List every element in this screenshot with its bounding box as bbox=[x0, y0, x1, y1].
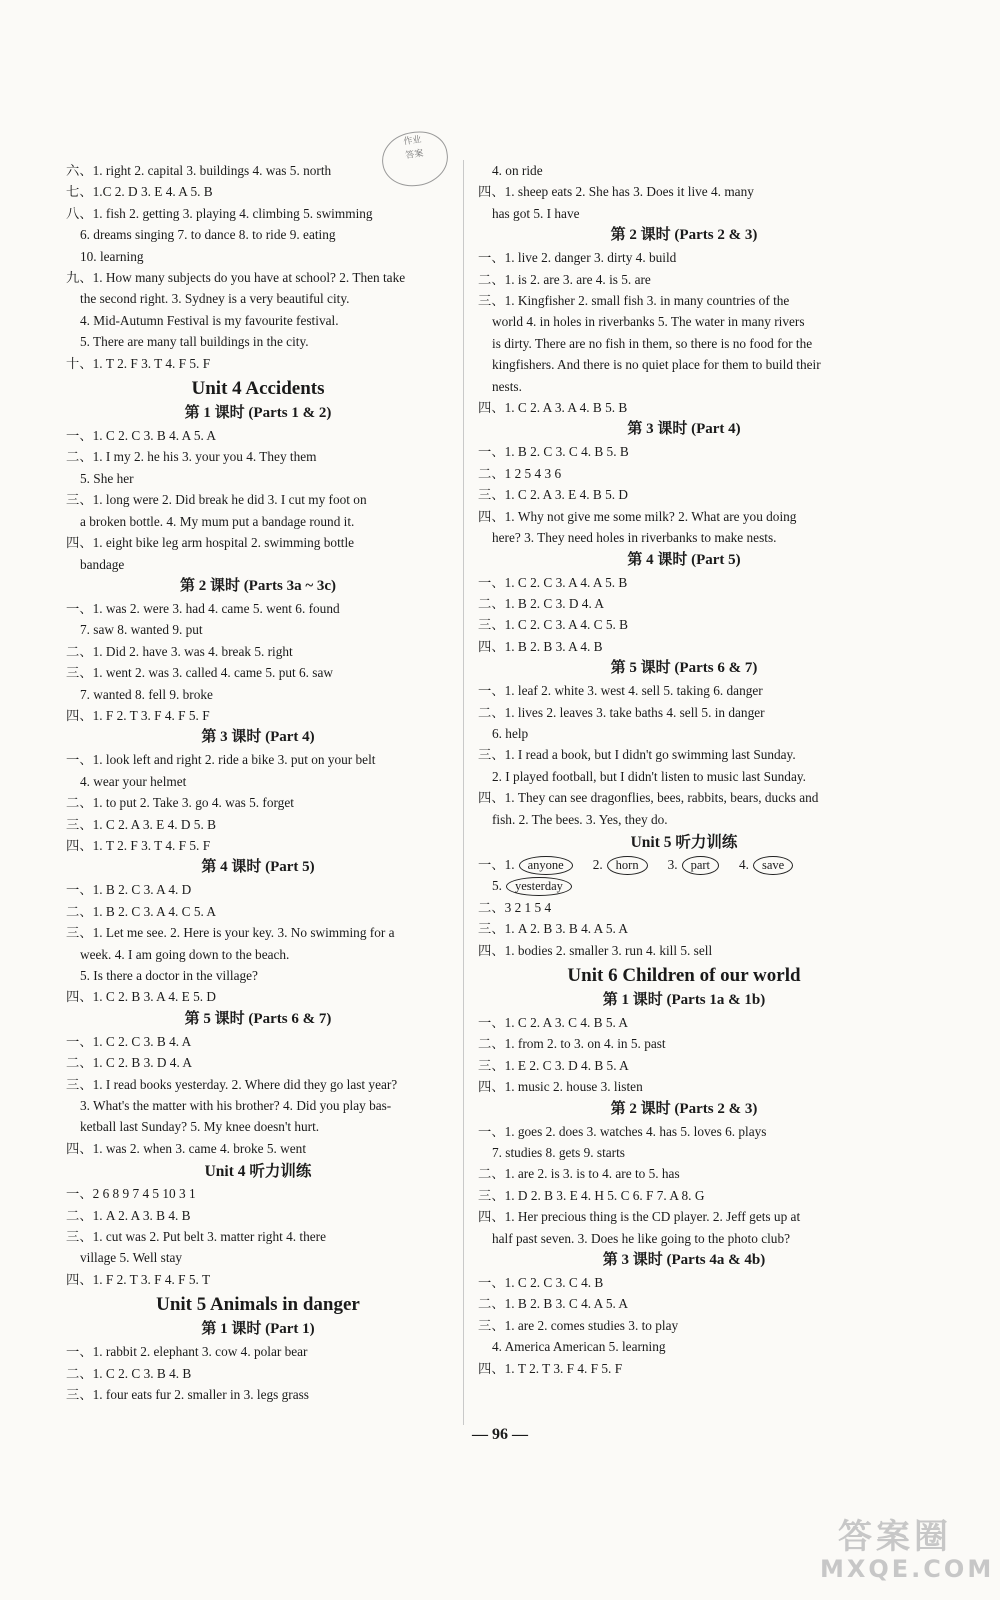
column-divider bbox=[463, 160, 464, 1425]
answer-line: 三、1. I read books yesterday. 2. Where did they go last year? bbox=[66, 1076, 398, 1092]
answer-line: 一、1. C 2. C 3. B 4. A bbox=[66, 1033, 192, 1049]
lesson-heading: 第 1 课时 (Parts 1 & 2) bbox=[184, 405, 332, 422]
answer-line: 二、1. B 2. C 3. D 4. A bbox=[478, 595, 604, 611]
answer-line: 二、3 2 1 5 4 bbox=[478, 899, 552, 915]
answer-line: 四、1. C 2. A 3. A 4. B 5. B bbox=[478, 400, 628, 416]
lesson-heading: 第 1 课时 (Part 1) bbox=[201, 1321, 315, 1338]
answer-number: 3. bbox=[667, 856, 678, 872]
circled-answer-row bbox=[478, 875, 890, 896]
answer-prefix: 一、1. bbox=[478, 856, 515, 872]
answer-number: 4. bbox=[739, 856, 749, 872]
stamp-line-1: 作业 bbox=[402, 133, 422, 147]
answer-line: 一、1. B 2. C 3. C 4. B 5. B bbox=[478, 444, 629, 460]
unit-heading: Unit 5 听力训练 bbox=[630, 833, 738, 851]
answer-line: 二、1. B 2. C 3. A 4. C 5. A bbox=[66, 903, 216, 919]
unit-heading: Unit 4 听力训练 bbox=[204, 1163, 312, 1181]
answer-line: 三、1. cut was 2. Put belt 3. matter right 4. there bbox=[66, 1229, 326, 1245]
answer-line: 四、1. sheep eats 2. She has 3. Does it live 4. many bbox=[478, 184, 754, 200]
answer-line-continued: 7. wanted 8. fell 9. broke bbox=[80, 686, 213, 702]
answer-line-continued: 4. Mid-Autumn Festival is my favourite festival. bbox=[80, 312, 339, 328]
answer-line: 四、1. C 2. B 3. A 4. E 5. D bbox=[66, 989, 216, 1005]
answer-line: 三、1. C 2. A 3. E 4. D 5. B bbox=[66, 816, 216, 832]
answer-line: 一、1. rabbit 2. elephant 3. cow 4. polar bear bbox=[66, 1344, 308, 1360]
lesson-heading: 第 3 课时 (Part 4) bbox=[627, 421, 741, 438]
answer-line: 二、1 2 5 4 3 6 bbox=[478, 465, 562, 481]
answer-line: 二、1. is 2. are 3. are 4. is 5. are bbox=[478, 271, 651, 287]
answer-line: 二、1. from 2. to 3. on 4. in 5. past bbox=[478, 1036, 666, 1052]
answer-line-continued: 7. saw 8. wanted 9. put bbox=[80, 622, 203, 638]
answer-line: 二、1. Did 2. have 3. was 4. break 5. right bbox=[66, 643, 293, 659]
answer-line: 二、1. A 2. A 3. B 4. B bbox=[66, 1207, 191, 1223]
answer-line-continued: the second right. 3. Sydney is a very beautiful city. bbox=[80, 291, 350, 307]
answer-line: 一、2 6 8 9 7 4 5 10 3 1 bbox=[66, 1186, 196, 1202]
answer-line: 四、1. T 2. F 3. T 4. F 5. F bbox=[66, 837, 211, 853]
answer-line: 八、1. fish 2. getting 3. playing 4. climbing 5. swimming bbox=[66, 205, 373, 221]
answer-line-continued: is dirty. There are no fish in them, so there is no food for the bbox=[492, 335, 813, 351]
stamp-line-2: 答案 bbox=[404, 147, 424, 161]
answer-line: 二、1. C 2. B 3. D 4. A bbox=[66, 1055, 192, 1071]
watermark-logo bbox=[820, 1517, 995, 1583]
answer-line-continued: 2. I played football, but I didn't listen to music last Sunday. bbox=[492, 768, 806, 784]
watermark-top: 答案圈 bbox=[838, 1517, 952, 1557]
answer-line: 四、1. music 2. house 3. listen bbox=[478, 1079, 643, 1095]
answer-line: 三、1. long were 2. Did break he did 3. I cut my foot on bbox=[66, 492, 367, 508]
answer-line: 四、1. Her precious thing is the CD player. 2. Jeff gets up at bbox=[478, 1209, 801, 1225]
answer-line-continued: here? 3. They need holes in riverbanks to make nests. bbox=[492, 530, 777, 546]
answer-line: 四、1. was 2. when 3. came 4. broke 5. went bbox=[66, 1140, 307, 1156]
answer-line: 二、1. to put 2. Take 3. go 4. was 5. forget bbox=[66, 795, 294, 811]
answer-line-continued: 4. on ride bbox=[492, 163, 543, 178]
circled-answer-row bbox=[478, 854, 890, 875]
answer-line-continued: kingfishers. And there is no quiet place for them to build their bbox=[492, 357, 821, 373]
answer-line-continued: nests. bbox=[492, 378, 522, 394]
answer-line: 一、1. leaf 2. white 3. west 4. sell 5. taking 6. danger bbox=[478, 683, 763, 699]
answer-line-continued: has got 5. I have bbox=[492, 205, 580, 221]
answer-line: 四、1. bodies 2. smaller 3. run 4. kill 5. sell bbox=[478, 942, 713, 958]
unit-heading: Unit 4 Accidents bbox=[191, 378, 325, 400]
circled-word: horn bbox=[607, 856, 648, 875]
answer-line-continued: world 4. in holes in riverbanks 5. The water in many rivers bbox=[492, 314, 805, 330]
answer-line: 六、1. right 2. capital 3. buildings 4. was 5. north bbox=[66, 163, 332, 178]
answer-line: 三、1. Let me see. 2. Here is your key. 3. No swimming for a bbox=[66, 925, 395, 941]
answer-line: 四、1. They can see dragonflies, bees, rabbits, bears, ducks and bbox=[478, 790, 819, 806]
answer-line: 一、1. goes 2. does 3. watches 4. has 5. loves 6. plays bbox=[478, 1123, 767, 1139]
answer-line-continued: week. 4. I am going down to the beach. bbox=[80, 946, 290, 962]
answer-line: 三、1. E 2. C 3. D 4. B 5. A bbox=[478, 1057, 629, 1073]
answer-line-continued: 6. dreams singing 7. to dance 8. to ride 9. eating bbox=[80, 227, 336, 243]
answer-line-continued: 4. America American 5. learning bbox=[492, 1339, 666, 1355]
answer-line: 三、1. Kingfisher 2. small fish 3. in many countries of the bbox=[478, 293, 790, 309]
answer-line: 二、1. I my 2. he his 3. your you 4. They them bbox=[66, 449, 317, 465]
answer-line: 一、1. C 2. C 3. B 4. A 5. A bbox=[66, 428, 216, 444]
answer-line-continued: 10. learning bbox=[80, 248, 144, 264]
answer-line-continued: 5. She her bbox=[80, 470, 134, 486]
answer-line: 二、1. lives 2. leaves 3. take baths 4. sell 5. in danger bbox=[478, 704, 765, 720]
unit-heading: Unit 6 Children of our world bbox=[567, 965, 801, 986]
answer-line-continued: village 5. Well stay bbox=[80, 1250, 183, 1266]
answer-line: 三、1. I read a book, but I didn't go swimming last Sunday. bbox=[478, 747, 796, 763]
answer-line: 三、1. D 2. B 3. E 4. H 5. C 6. F 7. A 8. G bbox=[478, 1187, 705, 1203]
answer-line: 一、1. B 2. C 3. A 4. D bbox=[66, 882, 192, 898]
answer-line-continued: a broken bottle. 4. My mum put a bandage round it. bbox=[80, 513, 355, 529]
lesson-heading: 第 3 课时 (Parts 4a & 4b) bbox=[602, 1252, 766, 1269]
answer-line: 三、1. four eats fur 2. smaller in 3. legs grass bbox=[66, 1387, 309, 1403]
lesson-heading: 第 5 课时 (Parts 6 & 7) bbox=[610, 660, 758, 677]
answer-line: 四、1. F 2. T 3. F 4. F 5. T bbox=[66, 1271, 211, 1287]
answer-line: 三、1. C 2. A 3. E 4. B 5. D bbox=[478, 487, 628, 503]
lesson-heading: 第 2 课时 (Parts 2 & 3) bbox=[610, 1100, 758, 1117]
answer-line: 四、1. T 2. T 3. F 4. F 5. F bbox=[478, 1360, 623, 1376]
answer-line-continued: 5. There are many tall buildings in the city. bbox=[80, 334, 309, 350]
answer-line: 一、1. C 2. C 3. C 4. B bbox=[478, 1275, 604, 1291]
circled-word: part bbox=[682, 856, 719, 875]
answer-line-continued: ketball last Sunday? 5. My knee doesn't hurt. bbox=[80, 1119, 320, 1135]
answer-line-continued: 6. help bbox=[492, 725, 529, 741]
answer-line: 一、1. was 2. were 3. had 4. came 5. went 6. found bbox=[66, 600, 340, 616]
lesson-heading: 第 5 课时 (Parts 6 & 7) bbox=[184, 1010, 332, 1027]
page-number: — 96 — bbox=[472, 1426, 528, 1443]
answer-line: 一、1. look left and right 2. ride a bike 3. put on your belt bbox=[66, 752, 376, 768]
answer-line: 一、1. live 2. danger 3. dirty 4. build bbox=[478, 250, 677, 266]
circled-word: anyone bbox=[519, 856, 573, 875]
lesson-heading: 第 2 课时 (Parts 3a ~ 3c) bbox=[179, 577, 337, 594]
watermark-bottom: MXQE.COM bbox=[820, 1555, 995, 1583]
answer-line: 四、1. Why not give me some milk? 2. What are you doing bbox=[478, 508, 797, 524]
answer-line: 七、1.C 2. D 3. E 4. A 5. B bbox=[66, 184, 213, 200]
circled-word: yesterday bbox=[506, 877, 572, 896]
answer-line-continued: 4. wear your helmet bbox=[80, 773, 187, 789]
answer-line-continued: half past seven. 3. Does he like going to the photo club? bbox=[492, 1230, 791, 1246]
answer-line: 二、1. C 2. C 3. B 4. B bbox=[66, 1365, 192, 1381]
answer-line-continued: 3. What's the matter with his brother? 4. Did you play bas- bbox=[80, 1098, 392, 1114]
answer-number: 2. bbox=[592, 856, 603, 872]
lesson-heading: 第 4 课时 (Part 5) bbox=[627, 551, 741, 568]
answer-line-continued: fish. 2. The bees. 3. Yes, they do. bbox=[492, 811, 668, 827]
answer-line-continued: bandage bbox=[80, 556, 125, 572]
unit-heading: Unit 5 Animals in danger bbox=[156, 1294, 360, 1316]
answer-line: 四、1. F 2. T 3. F 4. F 5. F bbox=[66, 707, 210, 723]
left-answer-column bbox=[66, 160, 450, 1406]
answer-line: 三、1. A 2. B 3. B 4. A 5. A bbox=[478, 921, 628, 937]
answer-line: 三、1. went 2. was 3. called 4. came 5. put 6. saw bbox=[66, 665, 333, 681]
answer-prefix: 5. bbox=[492, 878, 502, 894]
answer-line: 一、1. C 2. A 3. C 4. B 5. A bbox=[478, 1015, 628, 1030]
answer-line: 九、1. How many subjects do you have at school? 2. Then take bbox=[66, 270, 406, 286]
lesson-heading: 第 2 课时 (Parts 2 & 3) bbox=[610, 227, 758, 244]
answer-line: 二、1. B 2. B 3. C 4. A 5. A bbox=[478, 1296, 628, 1312]
right-answer-column bbox=[478, 160, 890, 1379]
answer-line: 一、1. C 2. C 3. A 4. A 5. B bbox=[478, 574, 628, 590]
answer-line: 十、1. T 2. F 3. T 4. F 5. F bbox=[66, 355, 211, 371]
answer-line-continued: 7. studies 8. gets 9. starts bbox=[492, 1145, 625, 1161]
circled-word: save bbox=[753, 856, 793, 875]
answer-line: 四、1. B 2. B 3. A 4. B bbox=[478, 638, 603, 654]
lesson-heading: 第 1 课时 (Parts 1a & 1b) bbox=[602, 992, 766, 1008]
answer-line: 二、1. are 2. is 3. is to 4. are to 5. has bbox=[478, 1166, 680, 1182]
lesson-heading: 第 4 课时 (Part 5) bbox=[201, 859, 315, 876]
answer-line: 四、1. eight bike leg arm hospital 2. swimming bottle bbox=[66, 535, 355, 551]
answer-line: 三、1. are 2. comes studies 3. to play bbox=[478, 1317, 679, 1333]
answer-line-continued: 5. Is there a doctor in the village? bbox=[80, 968, 258, 983]
answer-line: 三、1. C 2. C 3. A 4. C 5. B bbox=[478, 617, 628, 633]
lesson-heading: 第 3 课时 (Part 4) bbox=[201, 729, 315, 746]
